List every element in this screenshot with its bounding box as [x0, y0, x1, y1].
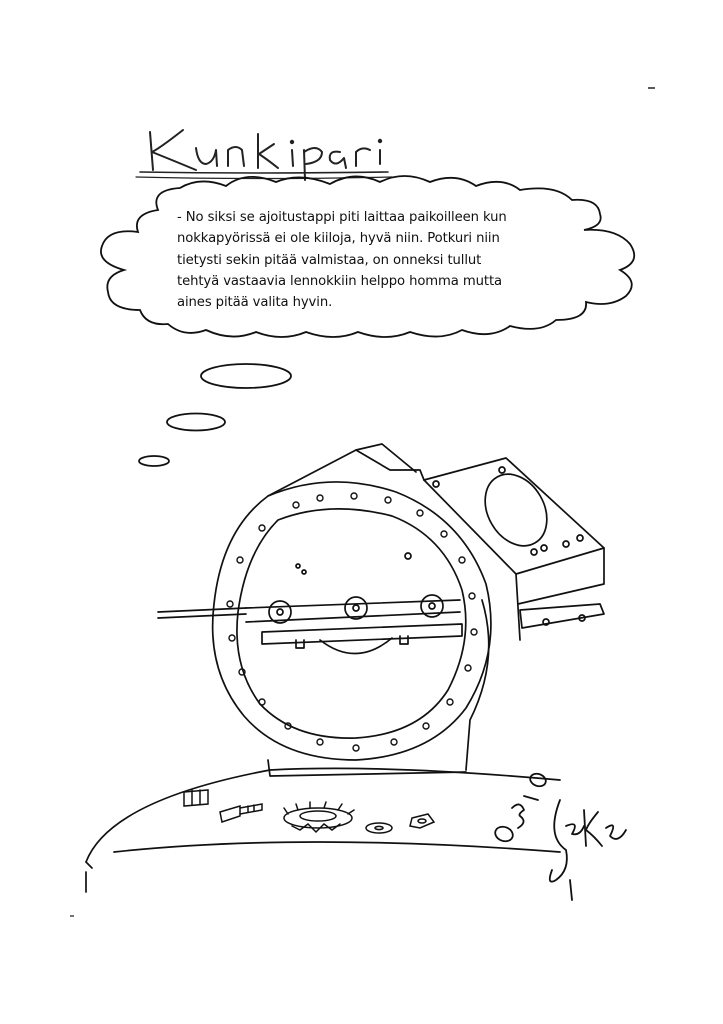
thought-bubble-small: [139, 456, 169, 466]
engine-crankcase-drawing: [158, 444, 604, 776]
speech-bubble-text: - No siksi se ajoitustappi piti laittaa paikoilleen kun nokkapyörissä ei ole kiiloja, hyvä niin. Potkuri niin tietysti sekin pitää valmistaa, on onneksi tullut tehtyä vastaavia lennokkiin helppo homma mutta aines pitää valita hyvin.: [177, 210, 507, 311]
signature: [494, 790, 614, 900]
loose-parts: [184, 790, 434, 833]
thought-bubble-medium: [167, 414, 225, 431]
thought-bubble-large: [201, 364, 291, 388]
